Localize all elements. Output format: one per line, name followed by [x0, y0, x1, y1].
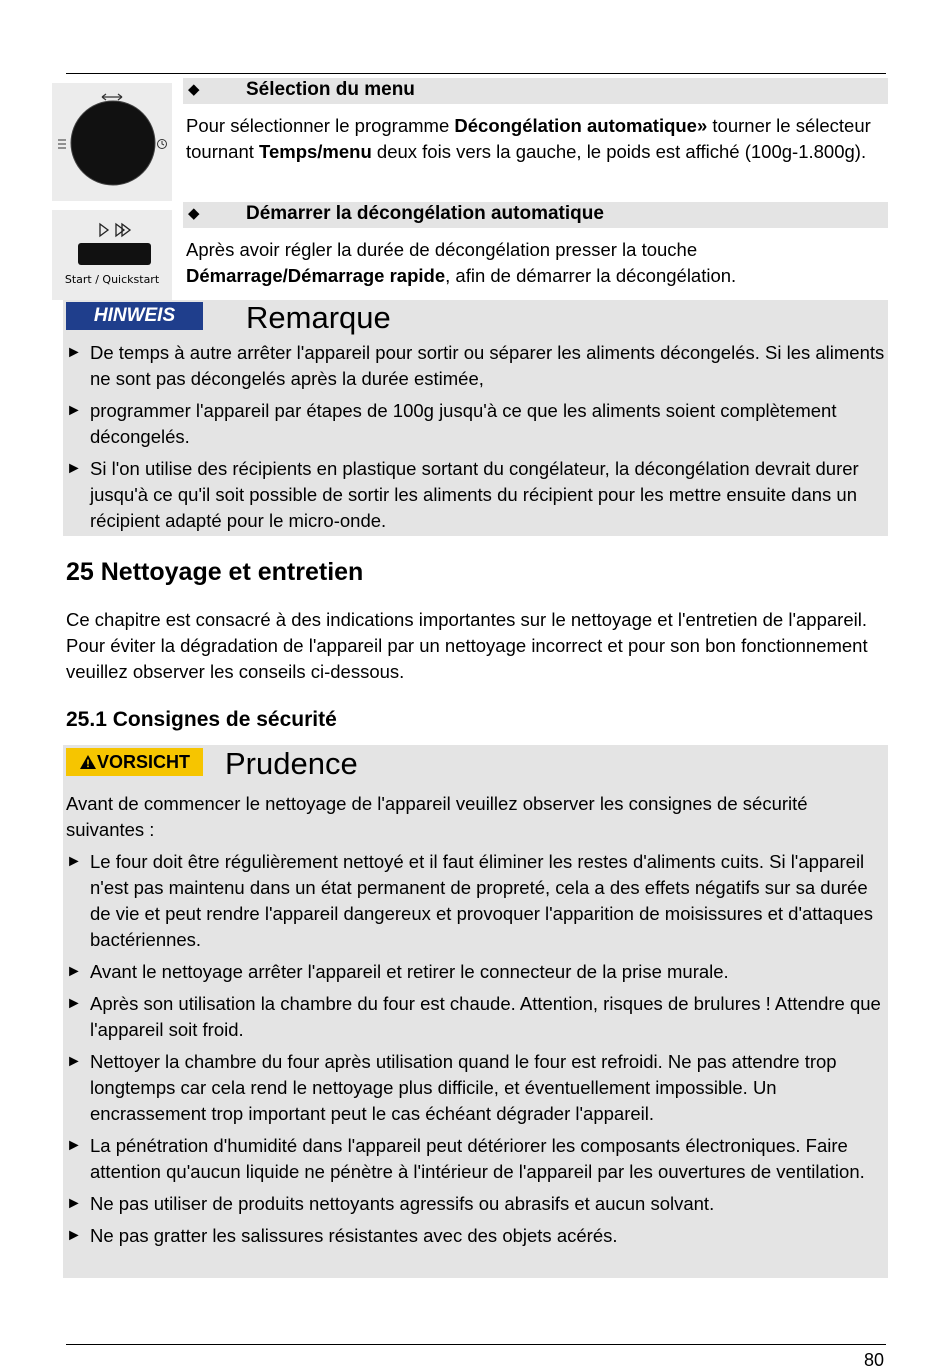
note-list — [66, 340, 886, 540]
list-item: ► Après son utilisation la chambre du four est chaude. Attention, risques de brulures ! Attendre que l'appareil soit froid. — [66, 993, 881, 1040]
page-number: 80 — [863, 1350, 884, 1370]
footer-rule — [66, 1344, 886, 1345]
caution-intro: Avant de commencer le nettoyage de l'appareil veuillez observer les consignes de sécurité suivantes : — [66, 793, 808, 840]
list-item: ► Avant le nettoyage arrêter l'appareil et retirer le connecteur de la prise murale. — [66, 959, 886, 985]
start-button-image — [52, 210, 172, 300]
step2-text: Après avoir régler la durée de décongélation presser la touche Démarrage/Démarrage rapide, afin de démarrer la décongélation. — [186, 239, 737, 286]
arrow-bullet-icon: ► — [66, 963, 82, 980]
subsection-title: 25.1 Consignes de sécurité — [66, 708, 337, 731]
dial-image — [52, 83, 172, 201]
arrow-bullet-icon: ► — [66, 1137, 82, 1154]
note-title: Remarque — [246, 300, 391, 335]
list-item: ► Nettoyer la chambre du four après utilisation quand le four est refroidi. Ne pas attendre trop longtemps car cela rend le nettoyage plus difficile, et éventuellement impossible. Un encrassement trop important peut le cas échéant dégrader l'appareil. — [66, 1051, 837, 1124]
warning-triangle-icon — [79, 754, 97, 770]
start-button-label: Start / Quickstart — [64, 273, 160, 286]
list-item: ► Si l'on utilise des récipients en plastique sortant du congélateur, la décongélation devrait durer jusqu'à ce qu'il soit possible de sortir les aliments du récipient pour les mettre ensuite dans un récipient adapté pour le micro-onde. — [66, 458, 859, 531]
step2-heading: Démarrer la décongélation automatique — [246, 203, 604, 224]
play-quickstart-icon — [52, 210, 172, 270]
list-item: ► Ne pas gratter les salissures résistantes avec des objets acérés. — [66, 1223, 886, 1249]
arrow-bullet-icon: ► — [66, 460, 82, 477]
section-title: 25 Nettoyage et entretien — [66, 558, 364, 586]
step1-heading: Sélection du menu — [246, 79, 415, 100]
arrow-bullet-icon: ► — [66, 1195, 82, 1212]
arrow-bullet-icon: ► — [66, 1053, 82, 1070]
hinweis-badge: HINWEIS — [66, 302, 203, 330]
list-item: ► La pénétration d'humidité dans l'appareil peut détériorer les composants électroniques. Faire attention qu'aucun liquide ne pénètre à l'intérieur de l'appareil par les ouvertures de ventilation. — [66, 1135, 865, 1182]
list-item: ► Le four doit être régulièrement nettoyé et il faut éliminer les restes d'aliments cuits. Si l'appareil n'est pas maintenu dans un état permanent de propreté, cela a des effets négatifs sur sa durée de vie et peut rendre l'appareil dangereux et provoquer l'apparition de moisissures et d'attaques bactériennes. — [66, 851, 873, 950]
caution-title: Prudence — [225, 746, 358, 781]
dial-knob-icon — [52, 83, 172, 201]
arrow-bullet-icon: ► — [66, 995, 82, 1012]
list-item: ► De temps à autre arrêter l'appareil pour sortir ou séparer les aliments décongelés. Si les aliments ne sont pas décongelés après la durée estimée, — [66, 342, 885, 389]
arrow-bullet-icon: ► — [66, 853, 82, 870]
caution-list — [66, 849, 886, 1255]
arrow-bullet-icon: ► — [66, 1227, 82, 1244]
diamond-bullet-icon: ◆ — [188, 81, 200, 98]
vorsicht-label: VORSICHT — [96, 752, 190, 772]
section-intro: Ce chapitre est consacré à des indications importantes sur le nettoyage et l'entretien de l'appareil. Pour éviter la dégradation de l'appareil par un nettoyage incorrect et pour son bon fonctionnement veuillez observer les conseils ci-dessous. — [66, 609, 868, 682]
list-item: ► Ne pas utiliser de produits nettoyants agressifs ou abrasifs et aucun solvant. — [66, 1191, 886, 1217]
arrow-bullet-icon: ► — [66, 402, 82, 419]
list-item: ► programmer l'appareil par étapes de 100g jusqu'à ce que les aliments soient complètement décongelés. — [66, 400, 837, 447]
vorsicht-badge — [66, 748, 203, 776]
diamond-bullet-icon: ◆ — [188, 205, 200, 222]
top-rule — [66, 73, 886, 74]
arrow-bullet-icon: ► — [66, 344, 82, 361]
step1-text: Pour sélectionner le programme Décongélation automatique» tourner le sélecteur tournant Temps/menu deux fois vers la gauche, le poids est affiché (100g-1.800g). — [186, 115, 871, 162]
